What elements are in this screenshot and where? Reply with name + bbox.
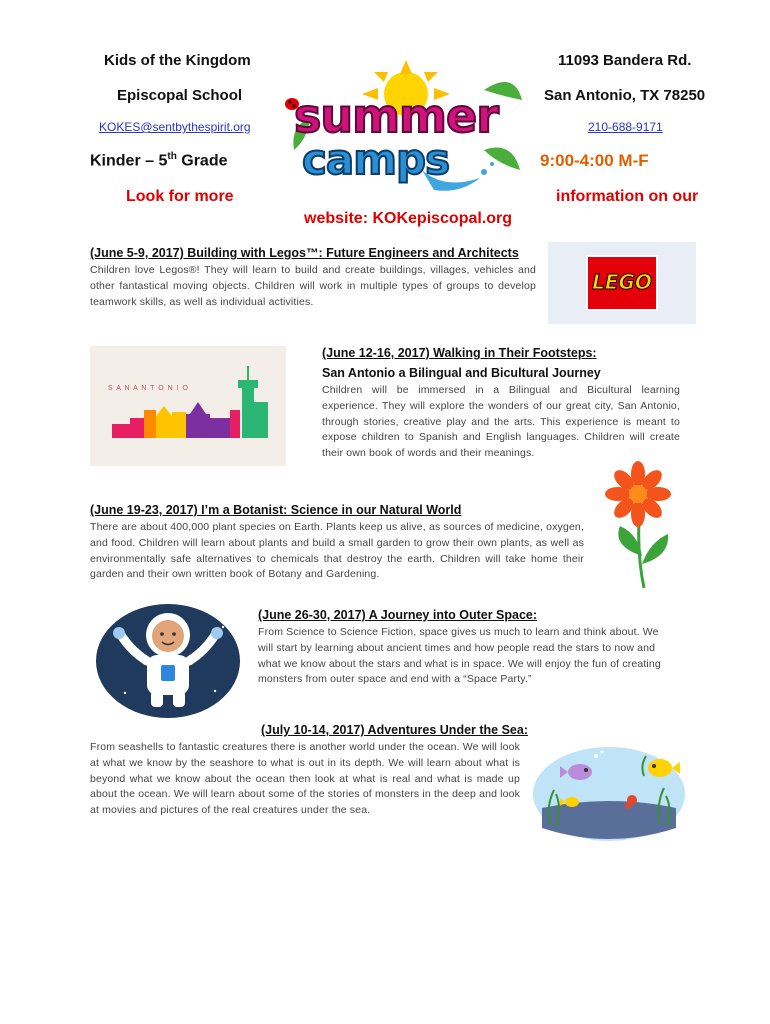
lego-logo-icon <box>586 255 658 311</box>
look-for-more: Look for more <box>126 188 234 205</box>
info-on-our: information on our <box>556 188 699 205</box>
flower-icon <box>592 460 682 590</box>
logo-summer-text: summer <box>294 89 498 143</box>
school-subtitle: Episcopal School <box>117 87 243 104</box>
hours: 9:00-4:00 M-F <box>540 151 649 170</box>
website-line: website: KOKepiscopal.org <box>304 210 513 227</box>
school-name: Kids of the Kingdom <box>104 52 251 69</box>
logo-camps-text: camps <box>302 135 450 184</box>
summer-camps-logo <box>284 60 528 195</box>
camp5-title: (July 10-14, 2017) Adventures Under the Sea: <box>261 723 528 737</box>
under-sea-image <box>532 746 686 842</box>
camp3-title: (June 19-23, 2017) I’m a Botanist: Science in our Natural World <box>90 503 462 517</box>
grades-label: Kinder – 5th Grade <box>90 151 228 170</box>
camp1-body: Children love Legos®! They will learn to build and create buildings, villages, vehicles and other fantastical moving objects. Children will work in multiple types of groups to develop teamwork skills, as well as individual activities. <box>90 264 536 308</box>
skyline-label: S A N A N T O N I O <box>108 385 189 392</box>
san-antonio-skyline-image <box>90 346 286 466</box>
sea-scene-icon <box>532 746 686 842</box>
camp2-title: (June 12-16, 2017) Walking in Their Footsteps: <box>322 346 597 360</box>
camp2-subtitle: San Antonio a Bilingual and Bicultural Journey <box>322 366 601 380</box>
astronaut-image <box>95 603 241 719</box>
address-line1: 11093 Bandera Rd. <box>558 52 692 69</box>
astronaut-icon <box>95 603 241 719</box>
camp4-title: (June 26-30, 2017) A Journey into Outer Space: <box>258 608 538 622</box>
camp4-body: From Science to Science Fiction, space gives us much to learn and think about. We will start by learning about ancient times and how people read the stars to now and what we know about the stars and what is in space. We will enjoy the fun of creating monsters from outer space and end with a “Space Party.” <box>258 626 661 686</box>
flower-image <box>592 460 682 590</box>
camp1-title: (June 5-9, 2017) Building with Legos™: Future Engineers and Architects <box>90 246 519 260</box>
phone-link[interactable]: 210-688-9171 <box>588 120 663 134</box>
lego-logo-text: LEGO <box>592 270 652 294</box>
camp5-body: From seashells to fantastic creatures there is another world under the ocean. We will look at what we know by the seashore to what is out in its depth. We will learn about what is beyond what we know about the ocean then look at what is real and what is made up about the ocean. We will learn about some of the stories of monsters in the deep and look at movies and pictures of the real creatures under the sea. <box>90 741 520 817</box>
camp3-body: There are about 400,000 plant species on Earth. Plants keep us alive, as sources of medicine, oxygen, and food. Children will learn about plants and build a small garden to grow their own plants, as well as environmentally safe alternatives to chemicals that destroy the earth. Children will take home their garden and their own written book of Botany and Gardening. <box>90 521 584 581</box>
skyline-icon <box>90 346 286 466</box>
camp2-body: Children will be immersed in a Bilingual and Bicultural learning experience. They will explore the wonders of our great city, San Antonio, through stories, creative play and the arts. This experience is meant to expose children to Spanish and English languages. Children will create their own book of words and their meanings. <box>322 384 680 460</box>
address-line2: San Antonio, TX 78250 <box>544 87 706 104</box>
lego-image <box>548 242 696 324</box>
email-link[interactable]: KOKES@sentbythespirit.org <box>99 120 251 134</box>
